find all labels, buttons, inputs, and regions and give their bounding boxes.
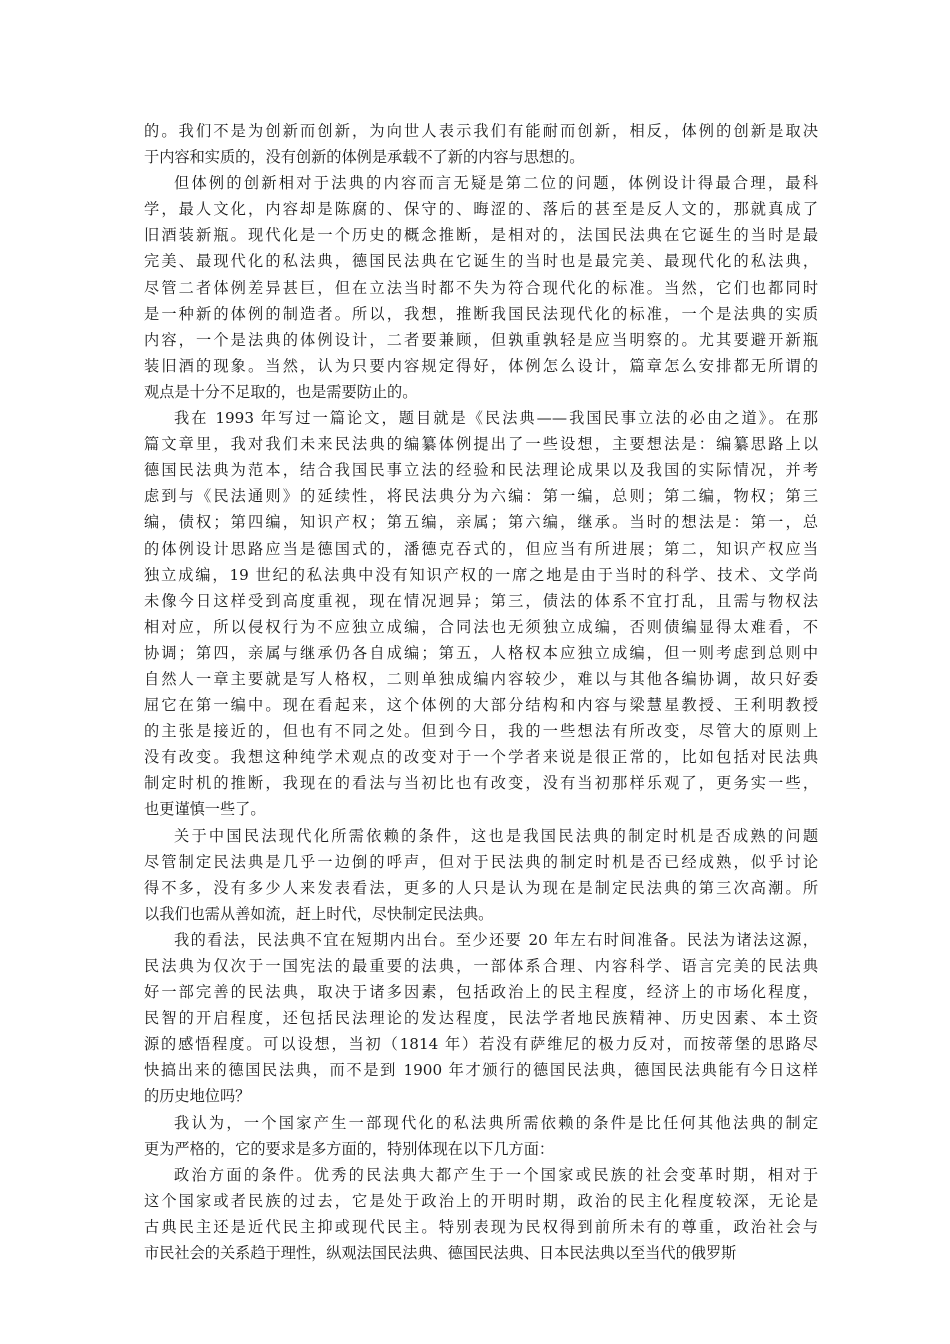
text-line: 未像今日这样受到高度重视，现在情况迥异；第三，债法的体系不宜打乱，且需与物权法 (144, 591, 818, 610)
text-line: 民法典为仅次于一国宪法的最重要的法典，一部体系合理、内容科学、语言完美的民法典 (144, 957, 818, 975)
text-line: 德国民法典为范本，结合我国民事立法的经验和民法理论成果以及我国的实际情况，并考 (144, 461, 818, 480)
text-line: 协调；第四，亲属与继承仍各自成编；第五，人格权本应独立成编，但一则考虑到总则中 (144, 643, 818, 662)
text-line: 古典民主还是近代民主抑或现代民主。特别表现为民权得到前所未有的尊重，政治社会与 (144, 1217, 818, 1236)
text-line: 政治方面的条件。优秀的民法典大都产生于一个国家或民族的社会变革时期，相对于 (174, 1165, 818, 1184)
text-line: 也更谨慎一些了。 (144, 800, 266, 819)
text-line: 虑到与《民法通则》的延续性，将民法典分为六编：第一编，总则；第二编，物权；第三 (144, 487, 818, 506)
text-line: 源的感悟程度。可以设想，当初（1814 年）若没有萨维尼的极力反对，而按蒂堡的思路尽 (144, 1035, 818, 1054)
text-line: 的历史地位吗？ (144, 1087, 251, 1106)
text-line: 编，债权；第四编，知识产权；第五编，亲属；第六编，继承。当时的想法是：第一，总 (144, 513, 818, 532)
text-line: 快搞出来的德国民法典，而不是到 1900 年才颁行的德国民法典，德国民法典能有今日这样 (144, 1061, 818, 1080)
text-line: 好一部完善的民法典，取决于诸多因素，包括政治上的民主程度，经济上的市场化程度， (144, 983, 818, 1002)
text-line: 内容，一个是法典的体例设计，二者要兼顾，但孰重孰轻是应当明察的。尤其要避开新瓶 (144, 330, 818, 349)
text-line: 但体例的创新相对于法典的内容而言无疑是第二位的问题，体例设计得最合理，最科 (174, 174, 818, 193)
text-line: 没有改变。我想这种纯学术观点的改变对于一个学者来说是很正常的，比如包括对民法典 (144, 748, 818, 767)
text-line: 我的看法，民法典不宜在短期内出台。至少还要 20 年左右时间准备。民法为诸法这源， (174, 930, 818, 949)
paragraph-p7 (144, 1162, 818, 1266)
paragraph-p4 (144, 823, 818, 927)
text-line: 以我们也需从善如流，赶上时代，尽快制定民法典。 (144, 904, 494, 923)
text-line: 学，最人文化，内容却是陈腐的、保守的、晦涩的、落后的甚至是反人文的，那就真成了 (144, 200, 818, 219)
text-line: 相对应，所以侵权行为不应独立成编，合同法也无须独立成编，否则债编显得太难看，不 (144, 617, 818, 636)
text-line: 关于中国民法现代化所需依赖的条件，这也是我国民法典的制定时机是否成熟的问题 (174, 826, 818, 845)
paragraph-p1 (144, 118, 818, 170)
paragraph-p3 (144, 405, 818, 823)
text-line: 观点是十分不足取的，也是需要防止的。 (144, 382, 418, 401)
text-line: 旧酒装新瓶。现代化是一个历史的概念推断，是相对的，法国民法典在它诞生的当时是最 (144, 226, 818, 245)
text-line: 的主张是接近的，但也有不同之处。但到今日，我的一些想法有所改变，尽管大的原则上 (144, 722, 818, 741)
text-line: 自然人一章主要就是写人格权，二则单独成编内容较少，难以与其他各编协调，故只好委 (144, 669, 818, 688)
paragraph-p6 (144, 1110, 818, 1162)
text-line: 民智的开启程度，还包括民法理论的发达程度，民法学者地民族精神、历史因素、本土资 (144, 1009, 818, 1028)
text-line: 篇文章里，我对我们未来民法典的编纂体例提出了一些设想，主要想法是：编纂思路上以 (144, 435, 818, 454)
text-line: 是一种新的体例的制造者。所以，我想，推断我国民法现代化的标准，一个是法典的实质 (144, 304, 818, 323)
text-line: 的体例设计思路应当是德国式的，潘德克吞式的，但应当有所进展；第二，知识产权应当 (144, 539, 818, 558)
text-line: 于内容和实质的，没有创新的体例是承载不了新的内容与思想的。 (144, 148, 585, 167)
document-page (144, 118, 818, 1266)
text-line: 尽管二者体例差异甚巨，但在立法当时都不失为符合现代化的标准。当然，它们也都同时 (144, 278, 818, 297)
text-line: 得不多，没有多少人来发表看法，更多的人只是认为现在是制定民法典的第三次高潮。所 (144, 878, 818, 897)
text-line: 的。我们不是为创新而创新，为向世人表示我们有能耐而创新，相反，体例的创新是取决 (144, 122, 818, 140)
text-line: 市民社会的关系趋于理性，纵观法国民法典、德国民法典、日本民法典以至当代的俄罗斯 (144, 1244, 737, 1263)
text-line: 我在 1993 年写过一篇论文，题目就是《民法典——我国民事立法的必由之道》。在那 (174, 409, 818, 428)
text-line: 更为严格的，它的要求是多方面的，特别体现在以下几方面： (144, 1139, 555, 1158)
text-line: 屈它在第一编中。现在看起来，这个体例的大部分结构和内容与梁慧星教授、王利明教授 (144, 696, 818, 715)
text-line: 这个国家或者民族的过去，它是处于政治上的开明时期，政治的民主化程度较深，无论是 (144, 1191, 818, 1210)
text-line: 我认为，一个国家产生一部现代化的私法典所需依赖的条件是比任何其他法典的制定 (174, 1113, 818, 1132)
paragraph-p2 (144, 170, 818, 405)
paragraph-p5 (144, 927, 818, 1110)
text-line: 尽管制定民法典是几乎一边倒的呼声，但对于民法典的制定时机是否已经成熟，似乎讨论 (144, 852, 818, 871)
text-line: 制定时机的推断，我现在的看法与当初比也有改变，没有当初那样乐观了，更务实一些， (144, 774, 818, 793)
text-line: 完美、最现代化的私法典，德国民法典在它诞生的当时也是最完美、最现代化的私法典， (144, 252, 818, 271)
text-line: 装旧酒的现象。当然，认为只要内容规定得好，体例怎么设计，篇章怎么安排都无所谓的 (144, 356, 818, 375)
text-line: 独立成编，19 世纪的私法典中没有知识产权的一席之地是由于当时的科学、技术、文学尚 (144, 565, 818, 584)
